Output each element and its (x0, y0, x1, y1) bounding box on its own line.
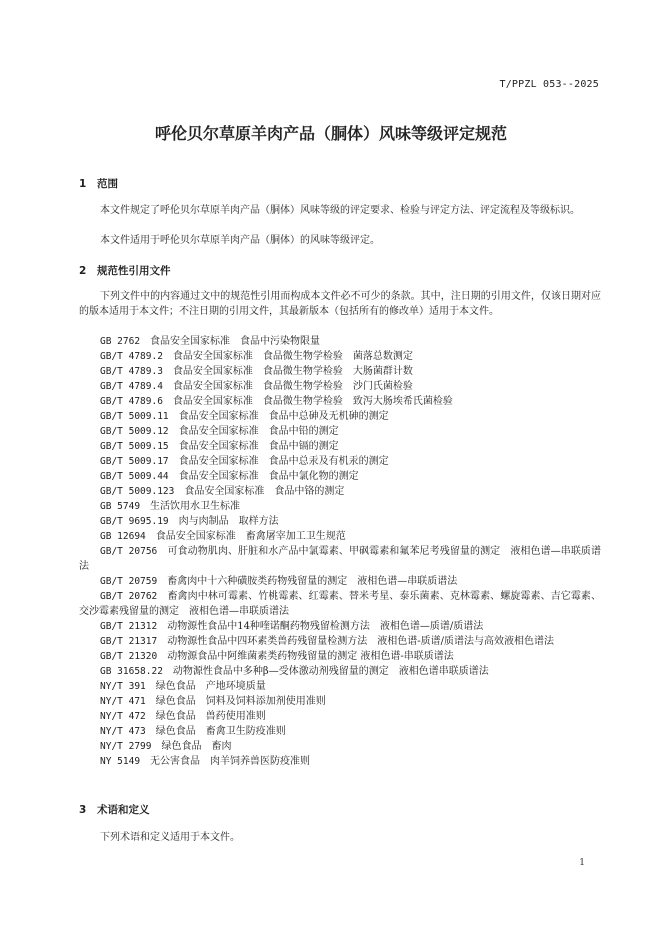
page-number: 1 (579, 858, 585, 868)
reference-item (79, 724, 601, 739)
section-2-heading (79, 263, 171, 278)
reference-code: NY/T 391 (100, 681, 146, 692)
reference-item (79, 544, 601, 574)
reference-code: GB/T 4789.4 (100, 381, 163, 392)
reference-item (79, 469, 601, 484)
section-1-paragraph-2: 本文件适用于呼伦贝尔草原羊肉产品（胴体）的风味等级评定。 (100, 235, 380, 246)
reference-code: GB/T 5009.11 (100, 411, 169, 422)
section-3-paragraph-1: 下列术语和定义适用于本文件。 (100, 832, 240, 843)
reference-name: 食品安全国家标准 食品中铬的测定 (184, 486, 345, 497)
reference-code: GB/T 4789.2 (100, 351, 163, 362)
reference-name: 食品安全国家标准 食品中镉的测定 (178, 441, 339, 452)
reference-name: 畜禽肉中十六种磺胺类药物残留量的测定 液相色谱—串联质谱法 (167, 576, 458, 587)
section-1-title: 范围 (97, 178, 118, 190)
section-1-paragraph-1: 本文件规定了呼伦贝尔草原羊肉产品（胴体）风味等级的评定要求、检验与评定方法、评定流程及等级标识。 (100, 205, 580, 216)
reference-name: 动物源性食品中多种β—受体激动剂残留量的测定 液相色谱串联质谱法 (172, 666, 489, 677)
reference-code: GB/T 21312 (100, 621, 158, 632)
reference-code: GB/T 5009.15 (100, 441, 169, 452)
section-1-number: 1 (79, 178, 87, 190)
reference-item (79, 634, 601, 649)
reference-code: NY/T 471 (100, 696, 146, 707)
reference-name: 食品安全国家标准 食品微生物学检验 致泻大肠埃希氏菌检验 (172, 396, 453, 407)
reference-item (79, 589, 601, 619)
section-2-number: 2 (79, 265, 87, 277)
reference-code: NY/T 473 (100, 726, 146, 737)
reference-code: GB/T 5009.44 (100, 471, 169, 482)
reference-code: GB 5749 (100, 501, 141, 512)
reference-code: GB/T 21320 (100, 651, 158, 662)
reference-code: GB/T 20762 (100, 591, 158, 602)
reference-item (79, 619, 601, 634)
reference-code: NY/T 2799 (100, 741, 152, 752)
reference-name: 食品安全国家标准 食品中总汞及有机汞的测定 (178, 456, 389, 467)
reference-item (79, 334, 601, 349)
reference-code: GB/T 5009.17 (100, 456, 169, 467)
section-3-title: 术语和定义 (97, 804, 150, 816)
reference-name: 生活饮用水卫生标准 (150, 501, 241, 512)
reference-item (79, 349, 601, 364)
reference-item (79, 364, 601, 379)
reference-item (79, 754, 601, 769)
reference-item (79, 649, 601, 664)
reference-list (79, 334, 601, 769)
reference-name: 食品安全国家标准 食品中氯化物的测定 (178, 471, 359, 482)
section-2-intro: 下列文件中的内容通过文中的规范性引用而构成本文件必不可少的条款。其中，注日期的引用文件，仅该日期对应的版本适用于本文件；不注日期的引用文件，其最新版本（包括所有的修改单）适用于本文件。 (79, 291, 601, 317)
reference-name: 动物源食品中阿维菌素类药物残留量的测定 液相色谱-串联质谱法 (167, 651, 454, 662)
reference-name: 食品安全国家标准 畜禽屠宰加工卫生规范 (155, 531, 346, 542)
reference-name: 绿色食品 畜禽卫生防疫准则 (155, 726, 286, 737)
reference-code: GB 31658.22 (100, 666, 163, 677)
reference-code: NY 5149 (100, 756, 141, 767)
reference-name: 食品安全国家标准 食品微生物学检验 菌落总数测定 (172, 351, 413, 362)
reference-item (79, 499, 601, 514)
document-code: T/PPZL 053--2025 (499, 79, 599, 90)
reference-name: 绿色食品 产地环境质量 (155, 681, 266, 692)
reference-item (79, 484, 601, 499)
reference-code: GB/T 21317 (100, 636, 158, 647)
reference-name: 可食动物肌肉、肝脏和水产品中氯霉素、甲砜霉素和氟苯尼考残留量的测定 液相色谱—串联质谱法 (79, 546, 601, 572)
reference-name: 无公害食品 肉羊饲养兽医防疫准则 (150, 756, 311, 767)
reference-code: GB/T 5009.123 (100, 486, 175, 497)
reference-item (79, 664, 601, 679)
reference-name: 肉与肉制品 取样方法 (178, 516, 279, 527)
section-2-title: 规范性引用文件 (97, 265, 171, 277)
document-title: 呼伦贝尔草原羊肉产品（胴体）风味等级评定规范 (154, 124, 507, 143)
reference-item (79, 694, 601, 709)
reference-name: 食品安全国家标准 食品中铅的测定 (178, 426, 339, 437)
reference-name: 动物源性食品中四环素类兽药残留量检测方法 液相色谱-质谱/质谱法与高效液相色谱法 (167, 636, 554, 647)
reference-code: NY/T 472 (100, 711, 146, 722)
reference-item (79, 679, 601, 694)
section-3-heading (79, 802, 150, 817)
reference-item (79, 379, 601, 394)
reference-item (79, 709, 601, 724)
reference-code: GB/T 4789.3 (100, 366, 163, 377)
reference-item (79, 739, 601, 754)
reference-name: 食品安全国家标准 食品中污染物限量 (150, 336, 321, 347)
reference-name: 食品安全国家标准 食品微生物学检验 大肠菌群计数 (172, 366, 413, 377)
reference-name: 动物源性食品中14种喹诺酮药物残留检测方法 液相色谱—质谱/质谱法 (167, 621, 484, 632)
reference-code: GB/T 20756 (100, 546, 158, 557)
reference-name: 绿色食品 畜肉 (161, 741, 232, 752)
reference-code: GB 12694 (100, 531, 146, 542)
section-1-heading (79, 176, 118, 191)
reference-name: 畜禽肉中林可霉素、竹桃霉素、红霉素、替米考星、泰乐菌素、克林霉素、螺旋霉素、吉它霉素、交沙霉素残留量的测定 液相色谱—串联质谱法 (79, 591, 601, 617)
reference-name: 绿色食品 兽药使用准则 (155, 711, 266, 722)
reference-code: GB/T 4789.6 (100, 396, 163, 407)
reference-name: 绿色食品 饲料及饲料添加剂使用准则 (155, 696, 326, 707)
reference-name: 食品安全国家标准 食品微生物学检验 沙门氏菌检验 (172, 381, 413, 392)
reference-item (79, 409, 601, 424)
reference-item (79, 514, 601, 529)
reference-item (79, 529, 601, 544)
reference-item (79, 394, 601, 409)
reference-item (79, 454, 601, 469)
reference-code: GB/T 5009.12 (100, 426, 169, 437)
reference-code: GB/T 20759 (100, 576, 158, 587)
reference-code: GB 2762 (100, 336, 141, 347)
reference-name: 食品安全国家标准 食品中总砷及无机砷的测定 (178, 411, 389, 422)
section-3-number: 3 (79, 804, 87, 816)
reference-code: GB/T 9695.19 (100, 516, 169, 527)
reference-item (79, 574, 601, 589)
reference-item (79, 424, 601, 439)
reference-item (79, 439, 601, 454)
